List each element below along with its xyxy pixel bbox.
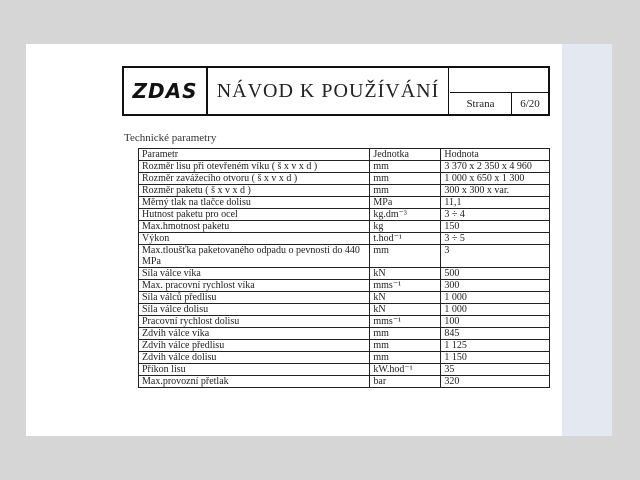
unit-cell: kW.hod⁻¹	[370, 364, 441, 376]
value-cell: 1 000	[441, 304, 550, 316]
parameter-cell: Max.provozní přetlak	[139, 376, 370, 388]
table-row	[139, 376, 550, 388]
table-row	[139, 364, 550, 376]
column-header-parameter: Parametr	[139, 149, 370, 161]
table-row	[139, 197, 550, 209]
table-row	[139, 328, 550, 340]
parameter-cell: Výkon	[139, 233, 370, 245]
parameters-table	[138, 148, 550, 388]
table-row	[139, 161, 550, 173]
document-header	[122, 66, 550, 116]
unit-cell: mm	[370, 328, 441, 340]
table-row	[139, 173, 550, 185]
title-cell	[208, 68, 449, 114]
table-row	[139, 352, 550, 364]
value-cell: 300 x 300 x var.	[441, 185, 550, 197]
value-cell: 1 000	[441, 292, 550, 304]
parameter-cell: Síla válce dolisu	[139, 304, 370, 316]
parameter-cell: Pracovní rychlost dolisu	[139, 316, 370, 328]
table-row	[139, 268, 550, 280]
table-row	[139, 280, 550, 292]
value-cell: 3 ÷ 4	[441, 209, 550, 221]
parameter-cell: Max. pracovní rychlost víka	[139, 280, 370, 292]
parameter-cell: Zdvih válce dolisu	[139, 352, 370, 364]
value-cell: 3 ÷ 5	[441, 233, 550, 245]
parameter-cell: Měrný tlak na tlačce dolisu	[139, 197, 370, 209]
unit-cell: mm	[370, 173, 441, 185]
table-row	[139, 185, 550, 197]
unit-cell: kN	[370, 292, 441, 304]
parameter-cell: Příkon lisu	[139, 364, 370, 376]
document-page	[26, 44, 562, 436]
page-number: 6/20	[512, 92, 548, 114]
document-title: NÁVOD K POUŽÍVÁNÍ	[216, 79, 440, 102]
parameter-cell: Zdvih válce víka	[139, 328, 370, 340]
table-header-row	[139, 149, 550, 161]
parameter-cell: Max.hmotnost paketu	[139, 221, 370, 233]
unit-cell: mm	[370, 352, 441, 364]
value-cell: 320	[441, 376, 550, 388]
parameter-cell: Síla válce víka	[139, 268, 370, 280]
column-header-value: Hodnota	[441, 149, 550, 161]
unit-cell: t.hod⁻¹	[370, 233, 441, 245]
table-row	[139, 340, 550, 352]
unit-cell: kg	[370, 221, 441, 233]
logo-cell	[124, 68, 208, 114]
value-cell: 150	[441, 221, 550, 233]
background-strip	[562, 44, 612, 436]
value-cell: 300	[441, 280, 550, 292]
zdas-logo: ZDAS	[132, 79, 198, 103]
table-row	[139, 316, 550, 328]
value-cell: 100	[441, 316, 550, 328]
parameter-cell: Síla válců předlisu	[139, 292, 370, 304]
unit-cell: mm	[370, 340, 441, 352]
section-title: Technické parametry	[124, 132, 217, 144]
value-cell: 3	[441, 245, 550, 268]
table-row	[139, 209, 550, 221]
parameter-cell: Zdvih válce předlisu	[139, 340, 370, 352]
unit-cell: mms⁻¹	[370, 280, 441, 292]
value-cell: 845	[441, 328, 550, 340]
unit-cell: mm	[370, 185, 441, 197]
table-row	[139, 292, 550, 304]
table-row	[139, 304, 550, 316]
unit-cell: mm	[370, 245, 441, 268]
unit-cell: kg.dm⁻³	[370, 209, 441, 221]
unit-cell: kN	[370, 304, 441, 316]
column-header-unit: Jednotka	[370, 149, 441, 161]
unit-cell: mms⁻¹	[370, 316, 441, 328]
parameter-cell: Rozměr lisu při otevřeném víku ( š x v x d )	[139, 161, 370, 173]
unit-cell: MPa	[370, 197, 441, 209]
unit-cell: kN	[370, 268, 441, 280]
unit-cell: bar	[370, 376, 441, 388]
value-cell: 11,1	[441, 197, 550, 209]
value-cell: 1 150	[441, 352, 550, 364]
parameter-cell: Rozměr paketu ( š x v x d )	[139, 185, 370, 197]
value-cell: 3 370 x 2 350 x 4 960	[441, 161, 550, 173]
value-cell: 35	[441, 364, 550, 376]
page-label: Strana	[450, 92, 512, 114]
parameter-cell: Max.tloušťka paketovaného odpadu o pevnosti do 440 MPa	[139, 245, 370, 268]
parameter-cell: Hutnost paketu pro ocel	[139, 209, 370, 221]
value-cell: 500	[441, 268, 550, 280]
parameter-cell: Rozměr zavážecího otvoru ( š x v x d )	[139, 173, 370, 185]
value-cell: 1 000 x 650 x 1 300	[441, 173, 550, 185]
value-cell: 1 125	[441, 340, 550, 352]
table-row	[139, 245, 550, 268]
table-row	[139, 233, 550, 245]
unit-cell: mm	[370, 161, 441, 173]
table-row	[139, 221, 550, 233]
